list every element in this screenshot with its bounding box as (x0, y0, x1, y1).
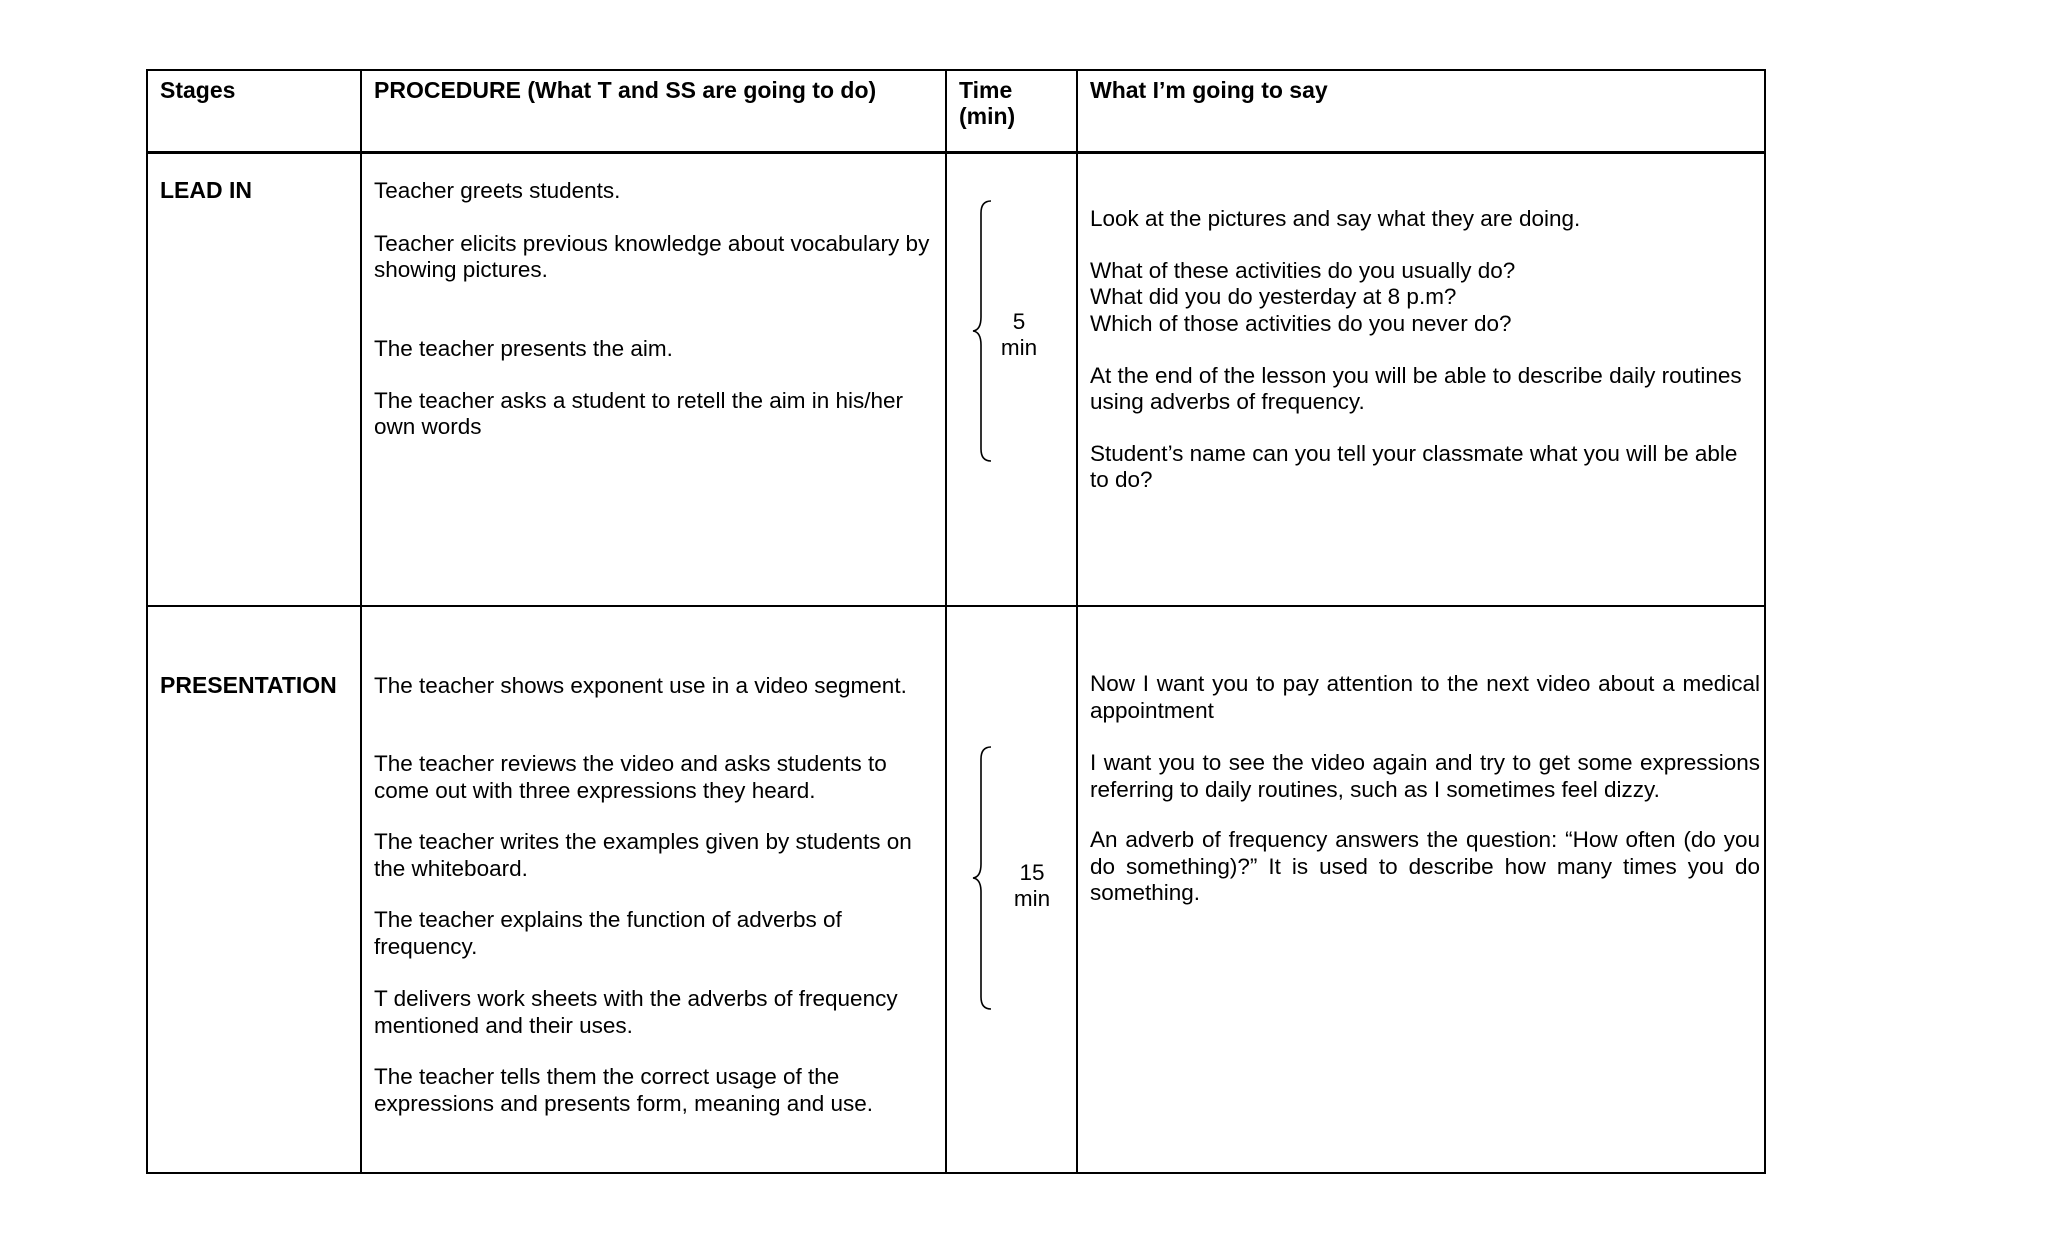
procedure-item: The teacher tells them the correct usage of the expressions and presents form, meaning and use. (374, 1064, 874, 1116)
procedure-cell-lead-in (361, 152, 946, 606)
time-unit-presentation: min (1013, 886, 1051, 911)
time-value-lead-in: 5 (1012, 308, 1026, 334)
procedure-item: The teacher explains the function of adverbs of frequency. (374, 907, 842, 959)
stage-cell-presentation (147, 606, 361, 1173)
say-line: What of these activities do you usually do? (1090, 257, 1516, 283)
lesson-plan-table (146, 69, 1766, 1174)
say-line: Student’s name can you tell your classmate what you will be able to do? (1090, 440, 1738, 492)
say-line: Which of those activities do you never do? (1090, 310, 1512, 336)
procedure-item: Teacher greets students. (374, 177, 621, 203)
say-line: I want you to see the video again and try to get some expressions referring to daily routines, such as I sometimes feel dizzy. (1090, 750, 1760, 802)
procedure-item: The teacher reviews the video and asks students to come out with three expressions they heard. (374, 751, 887, 803)
header-time-line2: (min) (959, 103, 1016, 129)
table-row-lead-in (147, 152, 1765, 606)
procedure-item: Teacher elicits previous knowledge about vocabulary by showing pictures. (374, 230, 930, 282)
procedure-item: The teacher presents the aim. (374, 335, 673, 361)
table-header-row (147, 70, 1765, 152)
say-line: An adverb of frequency answers the question: “How often (do you do something)?” It is used to describe how many times you do something. (1090, 827, 1760, 905)
say-cell-presentation (1077, 606, 1765, 1173)
say-line: At the end of the lesson you will be able to describe daily routines using adverbs of frequency. (1090, 362, 1742, 414)
stage-cell-lead-in (147, 152, 361, 606)
time-unit-lead-in: min (1000, 334, 1038, 360)
say-line: Now I want you to pay attention to the next video about a medical appointment (1090, 671, 1760, 723)
procedure-item: The teacher asks a student to retell the aim in his/her own words (374, 387, 904, 439)
header-time (946, 70, 1077, 152)
header-time-line1: Time (959, 77, 1013, 103)
stage-label-lead-in: LEAD IN (160, 176, 252, 203)
procedure-item: The teacher shows exponent use in a video segment. (374, 673, 907, 698)
time-cell-presentation (946, 606, 1077, 1173)
say-cell-lead-in (1077, 152, 1765, 606)
procedure-item: T delivers work sheets with the adverbs of frequency mentioned and their uses. (374, 986, 898, 1038)
procedure-cell-presentation (361, 606, 946, 1173)
curly-brace-icon (969, 745, 997, 1011)
table-row-presentation (147, 606, 1765, 1173)
header-procedure: PROCEDURE (What T and SS are going to do) (361, 70, 946, 152)
stage-label-presentation: PRESENTATION (160, 672, 337, 698)
time-value-presentation: 15 (1019, 860, 1045, 885)
time-cell-lead-in (946, 152, 1077, 606)
procedure-item: The teacher writes the examples given by students on the whiteboard. (374, 829, 912, 881)
header-stages: Stages (147, 70, 361, 152)
header-say: What I’m going to say (1077, 70, 1765, 152)
say-line: What did you do yesterday at 8 p.m? (1090, 283, 1457, 309)
say-line: Look at the pictures and say what they are doing. (1090, 205, 1581, 231)
